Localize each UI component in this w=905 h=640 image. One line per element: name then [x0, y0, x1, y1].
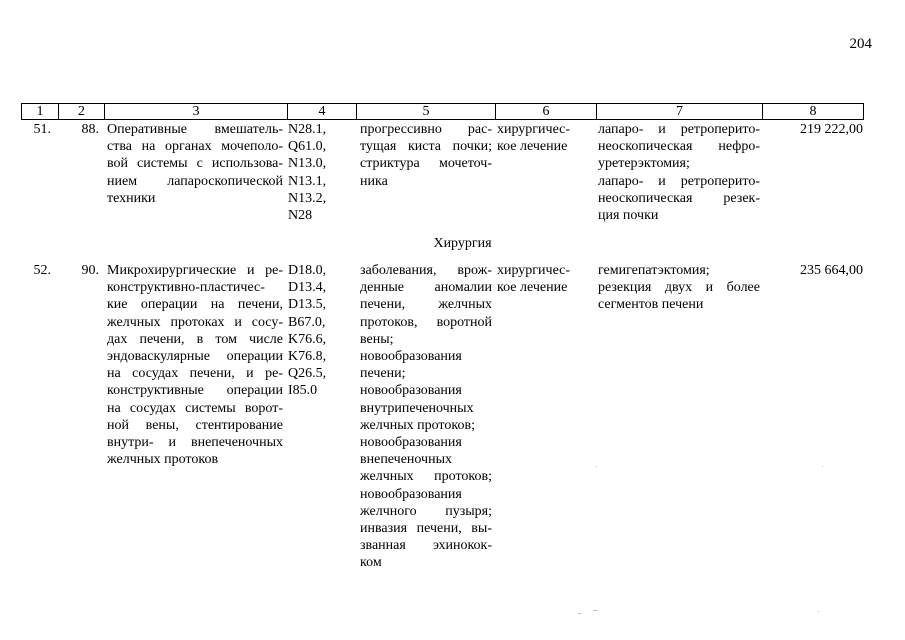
column-header-8: 8 [763, 104, 864, 120]
code-line: I85.0 [288, 383, 318, 399]
model-line: денные аномалии [360, 280, 492, 296]
diagnosis-codes [288, 121, 352, 224]
method-line: лапаро- и ретроперито- [598, 173, 760, 189]
model-line: печени; [360, 366, 406, 382]
code-line: D18.0, [288, 263, 327, 278]
treatment-line: хирургичес- [497, 122, 571, 137]
model-line: стриктура мочеточ- [360, 156, 492, 172]
desc-line: Оперативные вмешатель- [107, 122, 283, 137]
code-line: N13.1, [288, 173, 327, 189]
desc-line: кие операции на печени, [107, 297, 283, 313]
model-line: протоков, воротной [360, 314, 492, 330]
section-title: Хирургия [433, 236, 492, 251]
column-header-6: 6 [496, 104, 597, 120]
model-line: новообразования [360, 435, 462, 451]
column-header-3: 3 [105, 104, 288, 120]
desc-line: дах печени, в том числе [107, 331, 283, 347]
code-line: N28.1, [288, 122, 327, 137]
model-line: печени, желчных [360, 297, 492, 313]
code-line: N28 [288, 208, 313, 224]
desc-line: на сосудах печени, и ре- [107, 366, 283, 382]
desc-line: конструктивные операции [107, 383, 283, 399]
scan-speck [822, 466, 823, 467]
column-number-header [21, 103, 864, 120]
code-line: D13.5, [288, 297, 327, 313]
model-line: новообразования [360, 349, 462, 365]
code-line: K76.6, [288, 331, 327, 347]
code-line: B67.0, [288, 314, 326, 330]
code-line: N13.0, [288, 156, 327, 172]
desc-line: нием лапароскопической [107, 173, 283, 189]
method-line: ция почки [598, 208, 659, 224]
desc-line: ной вены, стентирование [107, 417, 283, 433]
model-line: заболевания, врож- [360, 263, 492, 278]
desc-line: техники [107, 190, 156, 206]
desc-line: Микрохирургические и ре- [107, 263, 283, 278]
model-line: новообразования [360, 486, 462, 502]
model-line: ника [360, 173, 388, 189]
desc-line: эндоваскулярные операции [107, 349, 283, 365]
desc-line: вой системы с использова- [107, 156, 283, 172]
desc-line: внутри- и внепеченочных [107, 435, 283, 451]
desc-line: желчных протоков [107, 452, 219, 468]
model-line: ком [360, 555, 382, 571]
treatment-method [598, 121, 760, 224]
intervention-description [107, 262, 283, 468]
row-number: 52. [33, 263, 51, 278]
method-line: уретерэктомия; [598, 156, 690, 172]
patient-model [360, 121, 492, 190]
model-line: званная эхинокок- [360, 538, 492, 554]
scan-speck [596, 466, 597, 467]
model-line: прогрессивно рас- [360, 122, 492, 137]
method-line: неоскопическая нефро- [598, 139, 760, 155]
method-line: резекция двух и более [598, 280, 760, 296]
method-line: гемигепатэктомия; [598, 263, 710, 278]
desc-line: конструктивно-пластичес- [107, 280, 265, 296]
treatment-line: хирургичес- [497, 263, 571, 278]
code-line: K76.8, [288, 349, 327, 365]
cost-value: 235 664,00 [800, 263, 863, 278]
model-line: инвазия печени, вы- [360, 521, 492, 537]
diagnosis-codes [288, 262, 352, 400]
scan-speck [593, 610, 597, 611]
model-line: желчных протоков; [360, 417, 475, 433]
desc-line: ства на органах мочеполо- [107, 139, 283, 155]
group-number: 88. [81, 122, 99, 137]
column-header-7: 7 [597, 104, 763, 120]
column-header-1: 1 [22, 104, 59, 120]
group-number: 90. [81, 263, 99, 278]
method-line: сегментов печени [598, 297, 704, 313]
intervention-description [107, 121, 283, 207]
code-line: Q61.0, [288, 139, 327, 155]
column-header-2: 2 [59, 104, 105, 120]
model-line: вены; [360, 331, 394, 347]
scan-speck [578, 613, 581, 614]
cost-value: 219 222,00 [800, 122, 863, 137]
model-line: внутрипеченочных [360, 400, 474, 416]
treatment-type [497, 121, 593, 155]
model-line: новообразования [360, 383, 462, 399]
model-line: внепеченочных [360, 452, 452, 468]
row-number: 51. [33, 122, 51, 137]
treatment-line: кое лечение [497, 280, 568, 296]
treatment-type [497, 262, 593, 296]
code-line: D13.4, [288, 280, 327, 296]
desc-line: желчных протоках и сосу- [107, 314, 283, 330]
desc-line: на сосудах системы ворот- [107, 400, 283, 416]
patient-model [360, 262, 492, 572]
code-line: Q26.5, [288, 366, 327, 382]
column-header-5: 5 [357, 104, 496, 120]
scan-speck [818, 611, 819, 612]
column-header-4: 4 [288, 104, 357, 120]
method-line: неоскопическая резек- [598, 190, 760, 206]
page-number: 204 [849, 36, 872, 52]
method-line: лапаро- и ретроперито- [598, 122, 760, 137]
model-line: желчных протоков; [360, 469, 492, 485]
treatment-method [598, 262, 760, 314]
model-line: тущая киста почки; [360, 139, 492, 155]
treatment-line: кое лечение [497, 139, 568, 155]
code-line: N13.2, [288, 190, 327, 206]
model-line: желчного пузыря; [360, 503, 492, 519]
